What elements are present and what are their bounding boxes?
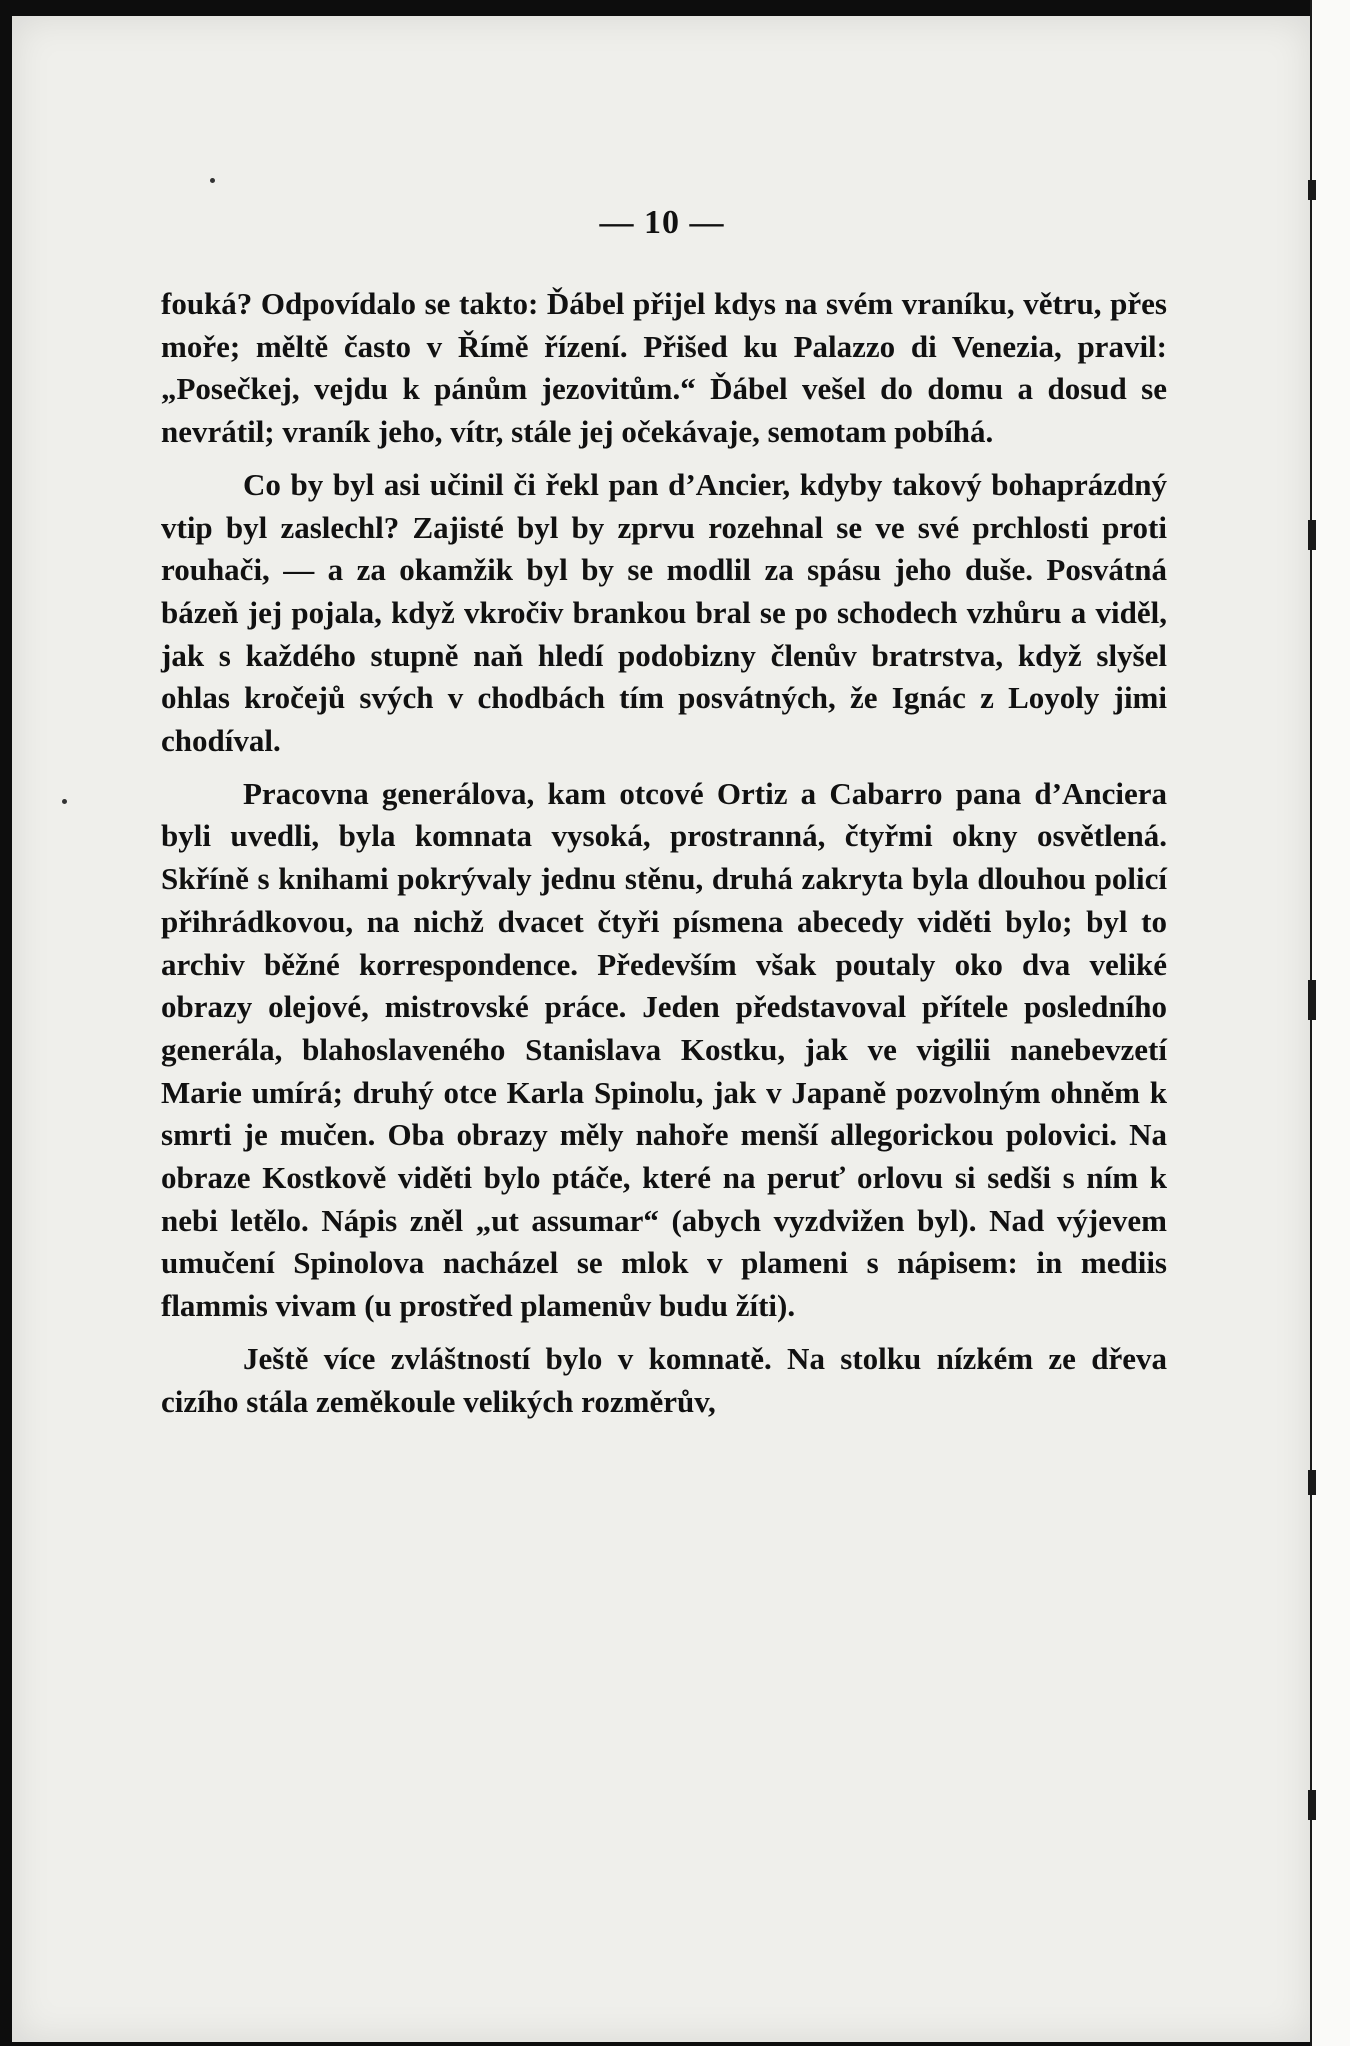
paragraph: Ještě více zvláštností bylo v komnatě. Na stolku nízkém ze dřeva cizího stála zeměkoule velikých rozměrův, — [161, 1340, 1167, 1419]
binding-mark — [1308, 180, 1316, 200]
page-text — [161, 283, 1167, 1423]
book-page — [12, 16, 1312, 2042]
print-speck — [210, 178, 215, 183]
binding-mark — [1308, 1790, 1316, 1820]
binding-mark — [1308, 520, 1316, 550]
print-speck — [62, 799, 67, 804]
binding-mark — [1308, 980, 1316, 1020]
page-number: — 10 — — [599, 204, 725, 241]
paragraph: Co by byl asi učinil či řekl pan d’Ancier, kdyby takový bohaprázdný vtip byl zaslechl? Zajisté byl by zprvu rozehnal se ve své prchlosti proti rouhači, — a za okamžik byl by se modlil za spásu jeho duše. Posvátná bázeň jej pojala, když vkročiv brankou bral se po schodech vzhůru a viděl, jak s každého stupně naň hledí podobizny členův bratrstva, když slyšel ohlas kročejů svých v chodbách tím posvátných, že Ignác z Loyoly jimi chodíval. — [161, 466, 1167, 759]
binding-mark — [1308, 1470, 1316, 1495]
paragraph: Pracovna generálova, kam otcové Ortiz a Cabarro pana d’Anciera byli uvedli, byla komnata vysoká, prostranná, čtyřmi okny osvětlená. Skříně s knihami pokrývaly jednu stěnu, druhá zakryta byla dlouhou policí přihrádkovou, na nichž dvacet čtyři písmena abecedy viděti bylo; byl to archiv běžné korrespondence. Především však poutaly oko dva veliké obrazy olejové, mistrovské práce. Jeden představoval přítele posledního generála, blahoslaveného Stanislava Kostku, jak ve vigilii nanebevzetí Marie umírá; druhý otce Karla Spinolu, jak v Japaně pozvolným ohněm k smrti je mučen. Oba obrazy měly nahoře menší allegorickou polovici. Na obraze Kostkově viděti bylo ptáče, které na peruť orlovu si sedši s ním k nebi letělo. Nápis zněl „ut assumar“ (abych vyzdvižen byl). Nad výjevem umučení Spinolova nacházel se mlok v plameni s nápisem: in mediis flammis vivam (u prostřed plamenův budu žíti). — [161, 775, 1167, 1324]
paragraph: fouká? Odpovídalo se takto: Ďábel přijel kdys na svém vraníku, větru, přes moře; měltě často v Římě řízení. Přišed ku Palazzo di Venezia, pravil: „Posečkej, vejdu k pánům jezovitům.“ Ďábel vešel do domu a dosud se nevrátil; vraník jeho, vítr, stále jej očekávaje, semotam pobíhá. — [161, 286, 1167, 450]
book-spine-edge — [1310, 0, 1350, 2046]
